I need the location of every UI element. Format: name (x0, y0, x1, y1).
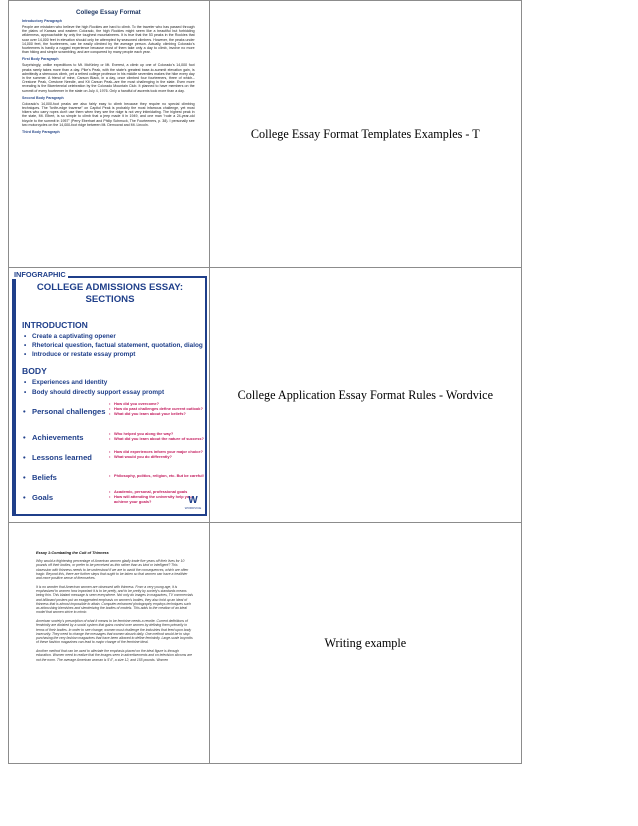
section-heading: INTRODUCTION (22, 320, 88, 330)
section-heading: Second Body Paragraph (22, 95, 64, 100)
section-text: Colorado's 14,000-foot peaks are also fairly easy to climb because they require no special climbing techniques. The "knife-edge traverse" on Capitol Peak is probably the most infamous challenge, yet most hikers who carry ropes don't use them when they see the ridge is not very intimidating. The highest peak in the state, Mt. Elbert, is so simple to climb that a jeep made it in 1949, and one man "rode a 24-year-old bicycle to the summit in 1957" (Perry Eberhart and Philip Schmuck, The Fourteeners, p. 38). I personally see two motorcycles on the 14,000-foot ridge between Mt. Democrat and Mt. Lincoln. (22, 101, 195, 127)
topic-questions (109, 431, 204, 441)
essay-title: Essay 1:Combating the Cult of Thinness (36, 551, 109, 555)
question-item: • What did you learn about your beliefs? (109, 411, 204, 416)
section-heading: Third Body Paragraph (22, 130, 60, 135)
question-item: • How did experiences inform your major choice? (109, 449, 204, 454)
title-line: SECTIONS (85, 294, 135, 305)
essay-paragraph: Why would a frightening percentage of American women gladly trade five years off their lives for 10 pounds off their bodies, or prefer to be perceived as thin rather than as kind or intelligent? This obsession with thinness needs to be understood if we are to avoid the consequences, which are often tragic. Beyond this, there are further steps that ought to be taken so that women can have a healthier and more positive sense of themselves. (36, 559, 189, 581)
image-gallery-table (8, 0, 522, 764)
caption-cell[interactable] (209, 1, 521, 268)
question-item: • Who helped you along the way? (109, 431, 204, 436)
gallery-row (9, 523, 522, 764)
thumbnail-cell[interactable] (9, 523, 210, 764)
thumbnail-cell[interactable] (9, 268, 210, 523)
gallery-row (9, 1, 522, 268)
essay-paragraph: It is no wonder that American women are obsessed with thinness. From a very young age, it is emphasized to women how important it is to be pretty, and to be pretty by society's standards means being thin. This blatant message is seen everywhere. Not only do images in magazines, TV commercials and billboard posters put an exaggerated emphasis on women's bodies, they also hold up an ideal of thinness that is almost impossible to attain. Computer-enhanced photography employs techniques such as airbrushing blemishes and slenderizing the bodies of models. This adds to the creation of an ideal model that women strive to mimic. (36, 584, 193, 615)
question-item: • What would you do differently? (109, 454, 204, 459)
infographic-page (10, 270, 208, 520)
infographic-title (10, 282, 208, 306)
section-heading: Introductory Paragraph (22, 19, 62, 23)
topic-label: • Lessons learned (32, 453, 92, 462)
topic-label: • Beliefs (32, 473, 57, 482)
image-caption[interactable]: College Application Essay Format Rules - Wordvice (237, 387, 493, 402)
question-item: • Philosophy, politics, religion, etc. But be careful! (109, 473, 204, 478)
image-caption[interactable]: Writing example (324, 635, 407, 650)
question-item: • What did you learn about the nature of success? (109, 436, 204, 441)
topic-label: • Personal challenges (32, 407, 105, 416)
essay-paragraph: American society's prescription of what it means to be feminine needs a rewrite. Current definitions of femininity are dictated by a social system that gains control over women by defining them primarily in terms of their bodies. In order to see change, women must challenge the industries that feed upon body insecurity. They need to change the messages that women absorb daily. One method would be to stop purchasing the very fashion magazines that have been allowed to define femininity. Large-scale boycotts of these fashion magazines can lead to major change of the feminine ideal. (36, 618, 193, 645)
question-item: • How will attending the university help you achieve your goals? (109, 494, 204, 504)
topic-label: • Achievements (32, 433, 84, 442)
list-item: • Introduce or restate essay prompt (32, 351, 135, 358)
section-heading: First Body Paragraph (22, 57, 59, 62)
topic-questions (109, 449, 204, 459)
topic-questions (109, 473, 204, 478)
topic-label: • Goals (32, 493, 53, 502)
logo-text: WORDVICE (184, 506, 202, 510)
thumbnail-cell[interactable] (9, 1, 210, 268)
topic-questions (109, 401, 204, 417)
list-item: • Create a captivating opener (32, 333, 116, 340)
wordvice-logo (180, 496, 206, 510)
caption-cell[interactable] (209, 523, 521, 764)
list-item: • Experiences and Identity (32, 379, 107, 386)
writing-example-page (10, 525, 208, 761)
section-text: Surprisingly, unlike expeditions to Mt. McKinley or Mt. Everest, a climb up one of Colorado's 14,000 foot peaks rarely takes more than a day. Pike's Peak, with the state's greatest base-to-summit elevation gain, is admittedly a strenuous climb, yet a retired college professor in his middle seventies makes the hike every day in the summer. A friend of mine, Carson Black, in a day, once climbed four fourteeners, three of which--Crestone Peak, Crestone Needle, and Kit Carson Peak--are the most challenging in the state. Even more revealing is the Bicentennial celebration by the Colorado Mountain Club. It planned to have members on the summit of every fourteener in the state on July 4, 1976. Only a handful of ascents took more than a day. (22, 63, 195, 93)
question-item: • Academic, personal, professional goals (109, 489, 204, 494)
section-text: People are mistaken who believe the high Rockies are hard to climb. To the traveler who has passed through the plains of Kansas and eastern Colorado, the high Rockies might seem like a beautiful but forbidding wilderness, approachable by only the toughest mountaineers. It is true that the 53 peaks in the Rockies that soar over 14,000 feet in elevation should only be attempted by seasoned climbers. However, the peaks under 14,000 feet, the fourteeners, can be easily climbed by the average person. Actually, climbing Colorado's fourteeners is hardly a rugged experience because most of them take only a day to climb, involve no more than hiking and simple scrambling, and are conquered by many people each year. (22, 25, 195, 55)
list-item: • Rhetorical question, factual statement, quotation, dialog (32, 342, 203, 349)
essay-format-page (10, 3, 208, 265)
infographic-tag: INFOGRAPHIC (14, 270, 66, 279)
logo-mark: W (188, 495, 198, 506)
list-item: • Body should directly support essay prompt (32, 389, 164, 396)
image-caption[interactable]: College Essay Format Templates Examples - T (250, 126, 480, 141)
essay-paragraph: Another method that can be used to alleviate the emphasis placed on the ideal figure is through education. Women need to realize that the images seen in advertisements and on television sitcoms are not the norm. The average American woman is 5'4", a size 12, and 155 pounds. Women (36, 648, 193, 662)
caption-cell[interactable] (209, 268, 521, 523)
page-title: College Essay Format (75, 9, 141, 16)
gallery-row (9, 268, 522, 523)
question-item: • How do past challenges define current outlook? (109, 406, 204, 411)
title-line: COLLEGE ADMISSIONS ESSAY: (36, 282, 184, 293)
question-item: • How did you overcome? (109, 401, 204, 406)
section-heading: BODY (22, 366, 47, 376)
